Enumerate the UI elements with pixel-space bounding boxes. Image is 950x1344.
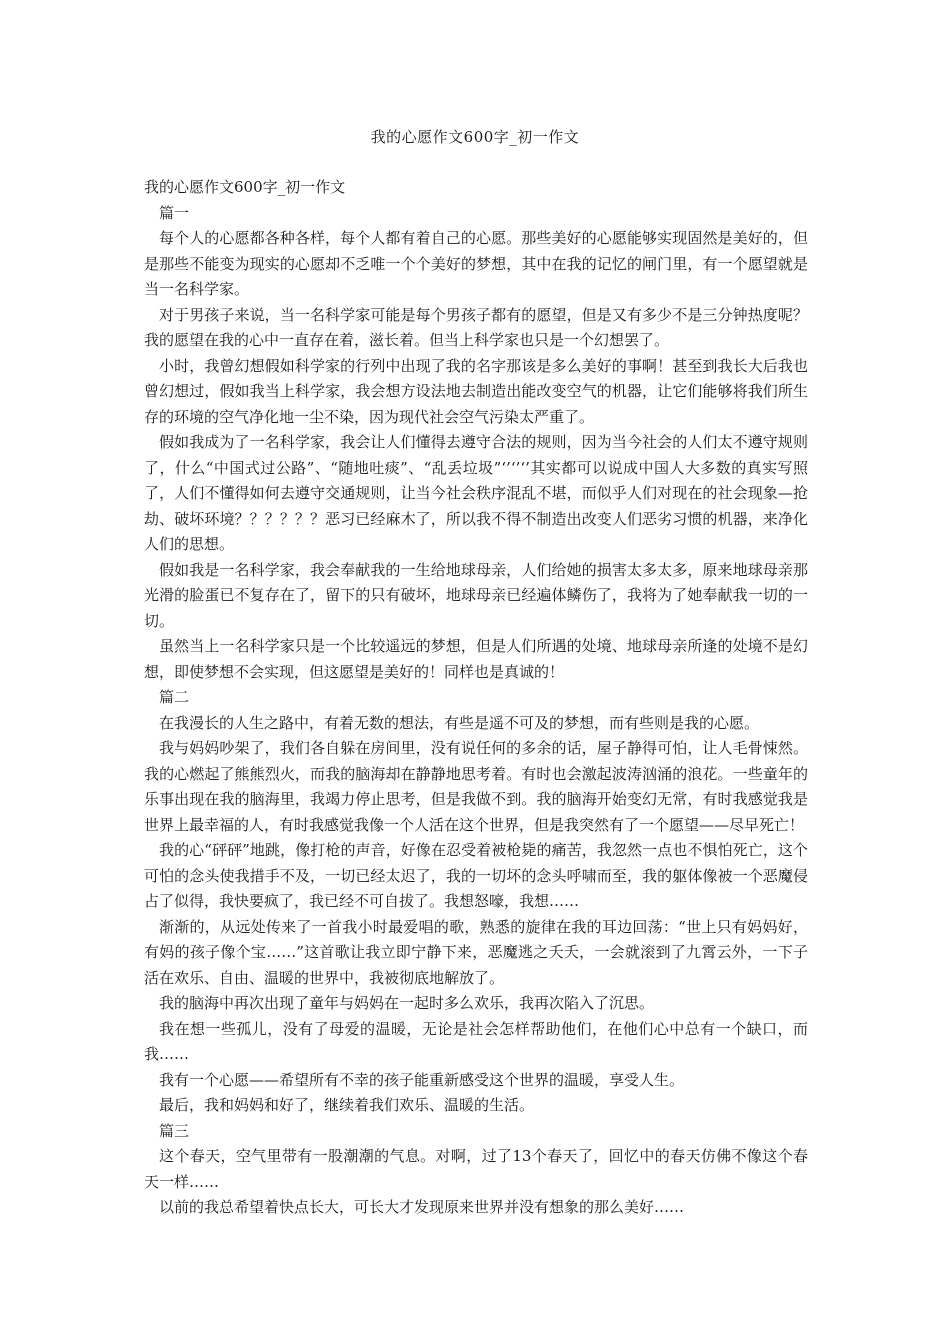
paragraph: 对于男孩子来说，当一名科学家可能是每个男孩子都有的愿望，但是又有多少不是三分钟热度呢？我的愿望在我的心中一直存在着，滋长着。但当上科学家也只是一个幻想罢了。 [144, 305, 808, 349]
paragraph: 我与妈妈吵架了，我们各自躲在房间里，没有说任何的多余的话，屋子静得可怕，让人毛骨悚然。我的心燃起了熊熊烈火，而我的脑海却在静静地思考着。有时也会激起波涛汹涌的浪花。一些童年的乐事出现在我的脑海里，我竭力停止思考，但是我做不到。我的脑海开始变幻无常，有时我感觉我是世界上最幸福的人，有时我感觉我像一个人活在这个世界，但是我突然有了一个愿望——尽早死亡！ [144, 739, 808, 834]
paragraph: 我的心“砰砰”地跳，像打枪的声音，好像在忍受着被枪毙的痛苦，我忽然一点也不惧怕死亡，这个可怕的念头使我措手不及，一切已经太迟了，我的一切坏的念头呼啸而至，我的躯体像被一个恶魔侵占了似得，我快要疯了，我已经不可自拔了。我想怒嚎，我想…… [144, 841, 808, 910]
paragraph: 我有一个心愿——希望所有不幸的孩子能重新感受这个世界的温暖，享受人生。 [159, 1070, 685, 1089]
paragraph: 我在想一些孤儿，没有了母爱的温暖，无论是社会怎样帮助他们，在他们心中总有一个缺口，而我…… [144, 1019, 808, 1063]
paragraph: 虽然当上一名科学家只是一个比较遥远的梦想，但是人们所遇的处境、地球母亲所逢的处境不是幻想，即使梦想不会实现，但这愿望是美好的！同样也是真诚的！ [144, 637, 808, 681]
section-heading-1: 篇一 [159, 203, 190, 222]
paragraph: 假如我是一名科学家，我会奉献我的一生给地球母亲，人们给她的损害太多太多，原来地球母亲那光滑的脸蛋已不复存在了，留下的只有破坏，地球母亲已经遍体鳞伤了，我将为了她奉献我一切的一切。 [144, 560, 808, 630]
paragraph: 小时，我曾幻想假如科学家的行列中出现了我的名字那该是多么美好的事啊！甚至到我长大后我也曾幻想过，假如我当上科学家，我会想方设法地去制造出能改变空气的机器，让它们能够将我们所生存的环境的空气净化地一尘不染，因为现代社会空气污染太严重了。 [144, 356, 808, 426]
paragraph: 我的脑海中再次出现了童年与妈妈在一起时多么欢乐，我再次陷入了沉思。 [159, 994, 655, 1012]
section-heading-2: 篇二 [159, 688, 190, 706]
paragraph: 每个人的心愿都各种各样，每个人都有着自己的心愿。那些美好的心愿能够实现固然是美好的，但是那些不能变为现实的心愿却不乏唯一个个美好的梦想，其中在我的记忆的闸门里，有一个愿望就是当一名科学家。 [144, 229, 808, 298]
paragraph: 假如我成为了一名科学家，我会让人们懂得去遵守合法的规则，因为当今社会的人们太不遵守规则了，什么“中国式过公路”、“随地吐痰”、“乱丢垃圾”‘’‘’‘’其实都可以说成中国人大多数的真实写照了，人们不懂得如何去遵守交通规则，让当今社会秩序混乱不堪，而似乎人们对现在的社会现象—抢劫、破坏环境？？？？？？恶习已经麻木了，所以我不得不制造出改变人们恶劣习惯的机器，来净化人们的思想。 [144, 433, 808, 553]
paragraph: 最后，我和妈妈和好了，继续着我们欢乐、温暖的生活。 [159, 1096, 535, 1114]
paragraph: 渐渐的，从远处传来了一首我小时最爱唱的歌，熟悉的旋律在我的耳边回荡：“世上只有妈妈好，有妈的孩子像个宝……”这首歌让我立即宁静下来，恶魔逃之夭夭，一会就滚到了九霄云外，一下子活在欢乐、自由、温暖的世界中，我被彻底地解放了。 [144, 917, 808, 987]
page-title: 我的心愿作文600字_初一作文 [370, 128, 580, 146]
paragraph: 这个春天，空气里带有一股潮潮的气息。对啊，过了13个春天了，回忆中的春天仿佛不像这个春天一样…… [144, 1147, 808, 1191]
paragraph: 在我漫长的人生之路中，有着无数的想法，有些是遥不可及的梦想，而有些则是我的心愿。 [159, 713, 760, 732]
document-heading: 我的心愿作文600字_初一作文 [144, 178, 346, 196]
document-body [144, 175, 808, 1221]
paragraph: 以前的我总希望着快点长大，可长大才发现原来世界并没有想象的那么美好…… [159, 1198, 685, 1216]
section-heading-3: 篇三 [159, 1121, 190, 1140]
